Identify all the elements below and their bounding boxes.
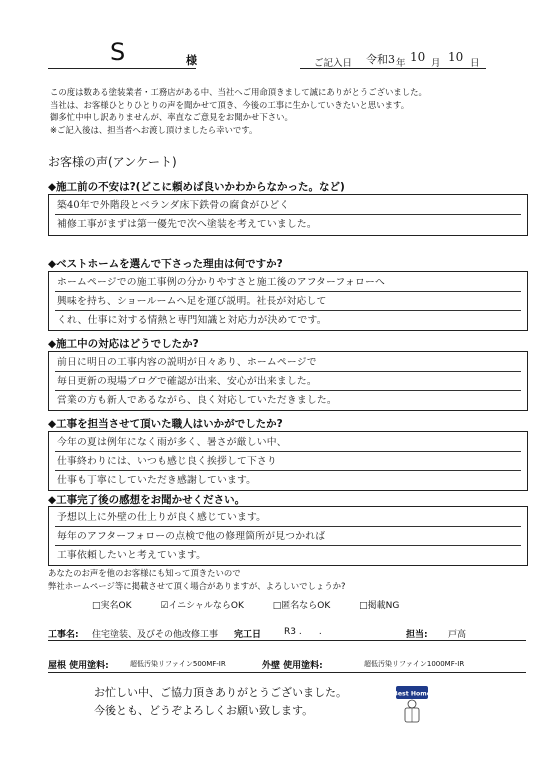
question-5-answer-box — [48, 506, 528, 566]
wall-paint-value: 超低汚染リファイン1000MF-IR — [364, 660, 465, 668]
intro-line-1: この度は数ある塗装業者・工務店がある中、当社へご用命頂きまして誠にありがとうございました。 — [50, 87, 427, 97]
customer-name: S — [110, 38, 126, 66]
question-4-answer-box — [48, 431, 528, 491]
intro-line-3: 御多忙中申し訳ありませんが、率直なご意見をお聞かせ下さい。 — [50, 112, 293, 123]
question-4-answer-line-2: 仕事終わりには、いつも感じ良く挨拶して下さり — [57, 456, 277, 467]
question-3-answer-line-2: 毎日更新の現場ブログで確認が出来、安心が出来ました。 — [57, 376, 317, 387]
question-2-label: ◆ベストホームを選んで下さった理由は何ですか? — [48, 258, 283, 270]
question-5-answer-line-3: 工事依頼したいと考えています。 — [57, 550, 207, 561]
question-2-answer-line-3: くれ、仕事に対する情熱と専門知識と対応力が決めてです。 — [57, 315, 327, 326]
company-logo — [394, 686, 430, 724]
work-row — [48, 624, 526, 641]
consent-line-2: 弊社ホームページ等に掲載させて頂く場合がありますが、よろしいでしょうか? — [48, 580, 346, 591]
footer-line-2: 今後とも、どうぞよろしくお願い致します。 — [94, 704, 314, 717]
section-title: お客様の声(アンケート) — [48, 155, 177, 169]
roof-paint-label: 屋根 使用塗料: — [48, 661, 109, 671]
date-label: ご記入日 — [314, 58, 353, 69]
work-name-value: 住宅塗装、及びその他改修工事 — [92, 630, 219, 640]
question-5-answer-line-1: 予想以上に外壁の仕上りが良く感じています。 — [57, 512, 267, 523]
question-1-answer-box — [48, 194, 528, 236]
question-1-answer-line-1: 築40年で外階段とベランダ床下鉄骨の腐食がひどく — [57, 200, 290, 211]
option-initials[interactable]: ☑イニシャルならOK — [160, 601, 244, 611]
day-label: 日 — [470, 58, 480, 69]
intro-line-2: 当社は、お客様ひとりひとりの声を聞かせて頂き、今後の工事に生かしていきたいと思います。 — [50, 99, 410, 110]
month-label: 月 — [431, 58, 441, 69]
date-era-year: 令和3 — [366, 53, 395, 66]
intro-text — [50, 86, 510, 136]
logo-text: Best Home — [394, 690, 430, 698]
intro-line-4: ※ご記入後は、担当者へお渡し頂けましたら幸いです。 — [50, 124, 258, 135]
date-field — [300, 50, 486, 69]
consent-text — [48, 567, 345, 592]
customer-name-field — [48, 40, 196, 69]
paint-row — [48, 656, 526, 673]
question-2-answer-line-1: ホームページでの施工事例の分かりやすさと施工後のアフターフォローへ — [57, 277, 386, 288]
staff-label: 担当: — [406, 630, 428, 640]
question-3-answer-box — [48, 351, 528, 411]
question-2-answer-box — [48, 271, 528, 331]
date-month: 10 — [410, 50, 426, 64]
year-label: 年 — [396, 58, 406, 69]
option-no-publish[interactable]: □掲載NG — [359, 601, 400, 611]
complete-date-label: 完工日 — [234, 630, 262, 640]
question-3-label: ◆施工中の対応はどうでしたか? — [48, 338, 199, 350]
staff-value: 戸高 — [448, 630, 467, 640]
question-4-answer-line-3: 仕事も丁寧にしていただき感謝しています。 — [57, 475, 257, 486]
question-2-answer-line-2: 興味を持ち、ショールームへ足を運び説明。社長が対応して — [57, 296, 327, 307]
option-real-name[interactable]: □実名OK — [92, 601, 132, 611]
question-5-answer-line-2: 毎年のアフターフォローの点検で他の修理箇所が見つかれば — [57, 531, 326, 542]
date-day: 10 — [448, 50, 464, 64]
question-3-answer-line-3: 営業の方も新人であるながら、良く対応していただきました。 — [57, 395, 337, 406]
roof-paint-value: 超低汚染リファイン500MF-IR — [130, 660, 226, 668]
consent-line-1: あなたのお声を他のお客様にも知って頂きたいので — [48, 568, 241, 578]
work-name-label: 工事名: — [48, 630, 79, 640]
question-1-answer-line-2: 補修工事がまずは第一優先で次へ塗装を考えていました。 — [57, 219, 317, 230]
footer-line-1: お忙しい中、ご協力頂きありがとうございました。 — [94, 686, 347, 699]
wall-paint-label: 外壁 使用塗料: — [262, 661, 323, 671]
question-1-label: ◆施工前の不安は?(どこに頼めば良いかわからなかった。など) — [48, 181, 345, 193]
footer-text — [94, 684, 347, 720]
question-4-answer-line-1: 今年の夏は例年になく雨が多く、暑さが厳しい中、 — [57, 437, 287, 448]
question-5-label: ◆工事完了後の感想をお聞かせください。 — [48, 494, 246, 506]
consent-options — [92, 598, 425, 611]
question-3-answer-line-1: 前日に明日の工事内容の説明が日々あり、ホームページで — [57, 357, 317, 368]
honorific: 様 — [186, 54, 197, 67]
complete-date-value: R3 . . — [284, 627, 322, 637]
question-4-label: ◆工事を担当させて頂いた職人はいかがでしたか? — [48, 418, 283, 430]
option-anonymous[interactable]: □匿名ならOK — [272, 601, 331, 611]
